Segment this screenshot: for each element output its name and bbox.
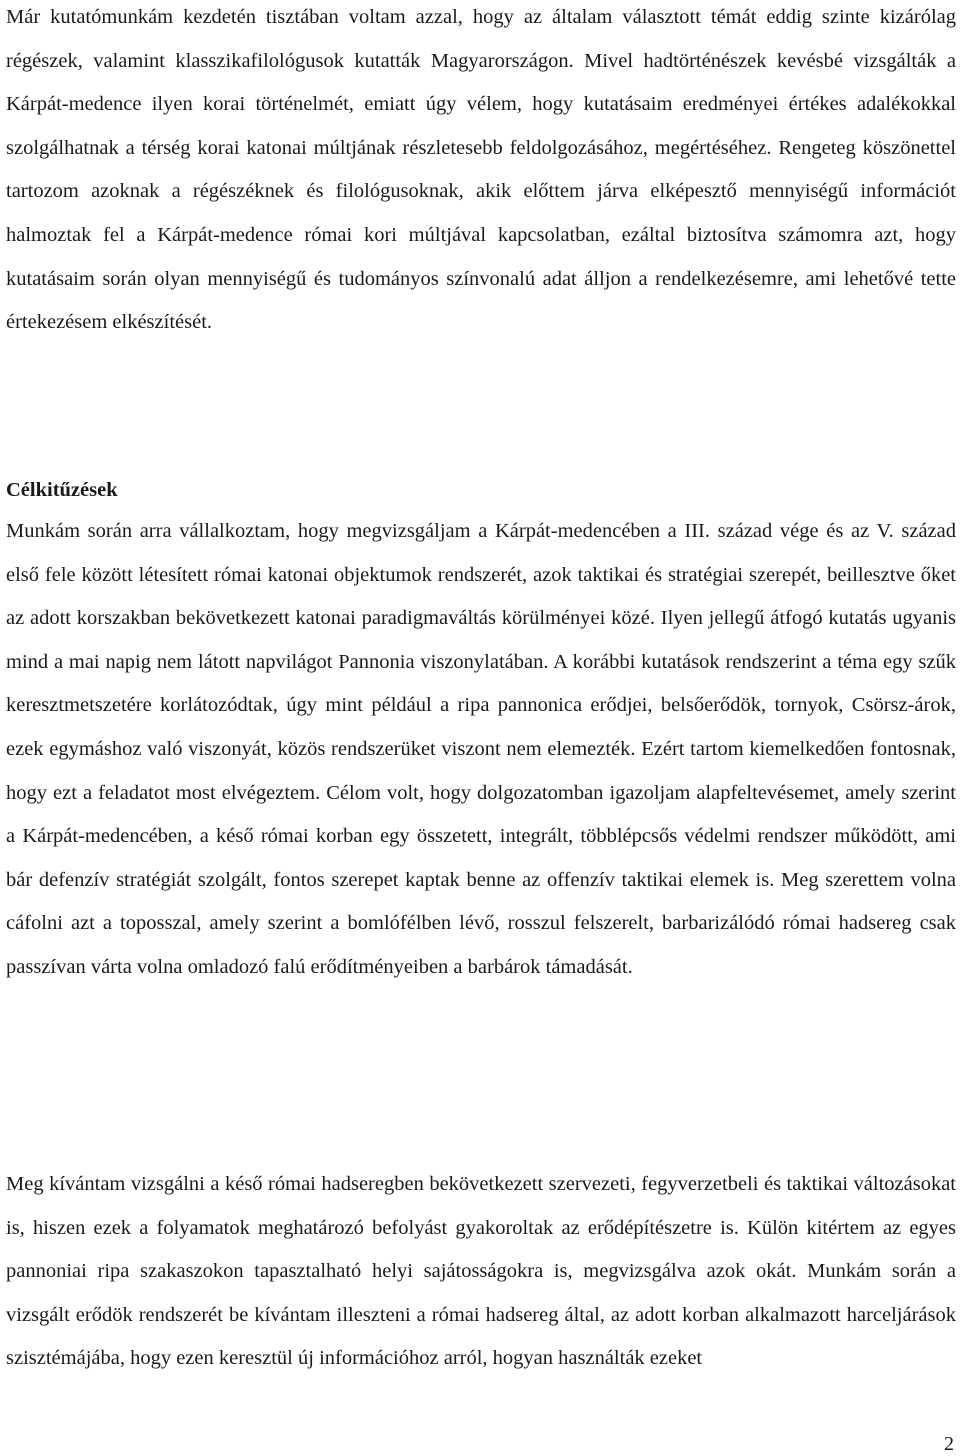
page-number: 2 — [944, 1433, 954, 1455]
intro-paragraph: Már kutatómunkám kezdetén tisztában voltam azzal, hogy az általam választott témát eddig szinte kizárólag régészek, valamint klasszikafilológusok kutatták Magyarországon. Mivel hadtörténészek kevésbé vizsgálták a Kárpát-medence ilyen korai történelmét, emiatt úgy vélem, hogy kutatásaim eredményei értékes adalékokkal szolgálhatnak a térség korai katonai múltjának részletesebb feldolgozásához, megértéséhez. Rengeteg köszönettel tartozom azoknak a régészéknek és filológusoknak, akik előttem járva elképesztő mennyiségű információt halmoztak fel a Kárpát-medence római kori múltjával kapcsolatban, ezáltal biztosítva számomra azt, hogy kutatásaim során olyan mennyiségű és tudományos színvonalú adat álljon a rendelkezésemre, ami lehetővé tette értekezésem elkészítését. — [6, 6, 956, 334]
objectives-paragraph: Munkám során arra vállalkoztam, hogy megvizsgáljam a Kárpát-medencében a III. század vége és az V. század első fele között létesített római katonai objektumok rendszerét, azok taktikai és stratégiai szerepét, beillesztve őket az adott korszakban bekövetkezett katonai paradigmaváltás körülményei közé. Ilyen jellegű átfogó kutatás ugyanis mind a mai napig nem látott napvilágot Pannonia viszonylatában. A korábbi kutatások rendszerint a téma egy szűk keresztmetszetére korlátozódtak, úgy mint például a ripa pannonica erődjei, belsőerődök, tornyok, Csörsz-árok, ezek egymáshoz való viszonyát, közös rendszerüket viszont nem elemezték. Ezért tartom kiemelkedően fontosnak, hogy ezt a feladatot most elvégeztem. Célom volt, hogy dolgozatomban igazoljam alapfeltevésemet, amely szerint a Kárpát-medencében, a késő római korban egy összetett, integrált, többlépcsős védelmi rendszer működött, ami bár defenzív stratégiát szolgált, fontos szerepet kaptak benne az offenzív taktikai elemek is. Meg szerettem volna cáfolni azt a toposszal, amely szerint a bomlófélben lévő, rosszul felszerelt, barbarizálódó római hadsereg csak passzívan várta volna omladozó falú erődítményeiben a barbárok támadását. — [6, 520, 956, 978]
research-paragraph: Meg kívántam vizsgálni a késő római hadseregben bekövetkezett szervezeti, fegyverzetbeli és taktikai változásokat is, hiszen ezek a folyamatok meghatározó befolyást gyakoroltak az erődépítészetre is. Külön kitértem az egyes pannoniai ripa szakaszokon tapasztalható helyi sajátosságokra is, megvizsgálva azok okát. Munkám során a vizsgált erődök rendszerét be kívántam illeszteni a római hadsereg által, az adott korban alkalmazott harceljárások szisztémájába, hogy ezen keresztül új információhoz arról, hogyan használták ezeket — [6, 1173, 956, 1370]
section-heading: Célkitűzések — [6, 479, 118, 501]
